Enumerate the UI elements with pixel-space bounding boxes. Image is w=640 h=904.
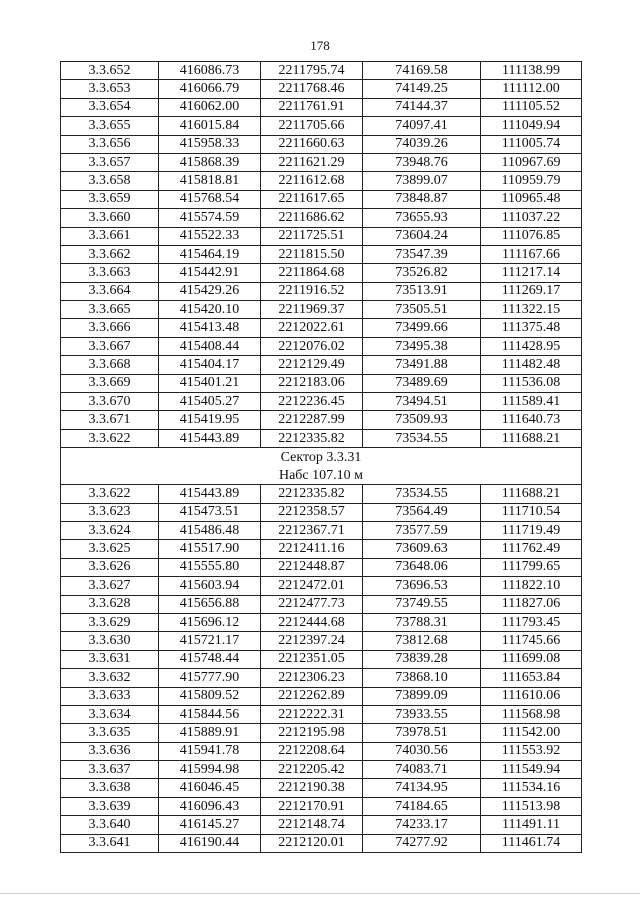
y-coordinate-cell: 2212205.42 — [261, 761, 363, 779]
x-coordinate-cell: 415721.17 — [159, 632, 261, 650]
local-y-cell: 111589.41 — [481, 393, 582, 411]
local-y-cell: 111167.66 — [481, 245, 582, 263]
table-row — [61, 264, 582, 282]
local-x-cell: 73848.87 — [363, 190, 481, 208]
local-x-cell: 73788.31 — [363, 613, 481, 631]
x-coordinate-cell: 415768.54 — [159, 190, 261, 208]
local-y-cell: 111428.95 — [481, 337, 582, 355]
point-id-cell: 3.3.661 — [61, 227, 159, 245]
local-y-cell: 111710.54 — [481, 503, 582, 521]
point-id-cell: 3.3.656 — [61, 135, 159, 153]
local-y-cell: 111037.22 — [481, 209, 582, 227]
y-coordinate-cell: 2212287.99 — [261, 411, 363, 429]
y-coordinate-cell: 2212170.91 — [261, 797, 363, 815]
x-coordinate-cell: 415555.80 — [159, 558, 261, 576]
local-x-cell: 73491.88 — [363, 356, 481, 374]
local-y-cell: 111762.49 — [481, 540, 582, 558]
point-id-cell: 3.3.633 — [61, 687, 159, 705]
local-y-cell: 111542.00 — [481, 724, 582, 742]
local-y-cell: 111640.73 — [481, 411, 582, 429]
table-row — [61, 374, 582, 392]
table-row — [61, 613, 582, 631]
local-x-cell: 73577.59 — [363, 521, 481, 539]
x-coordinate-cell: 415420.10 — [159, 301, 261, 319]
local-y-cell: 111719.49 — [481, 521, 582, 539]
y-coordinate-cell: 2212477.73 — [261, 595, 363, 613]
y-coordinate-cell: 2212367.71 — [261, 521, 363, 539]
point-id-cell: 3.3.631 — [61, 650, 159, 668]
x-coordinate-cell: 415401.21 — [159, 374, 261, 392]
table-row — [61, 80, 582, 98]
y-coordinate-cell: 2212411.16 — [261, 540, 363, 558]
point-id-cell: 3.3.671 — [61, 411, 159, 429]
local-y-cell: 111549.94 — [481, 761, 582, 779]
y-coordinate-cell: 2211621.29 — [261, 153, 363, 171]
local-x-cell: 73899.09 — [363, 687, 481, 705]
local-y-cell: 111688.21 — [481, 429, 582, 447]
local-y-cell: 111653.84 — [481, 669, 582, 687]
table-row — [61, 301, 582, 319]
point-id-cell: 3.3.625 — [61, 540, 159, 558]
local-x-cell: 73494.51 — [363, 393, 481, 411]
y-coordinate-cell: 2211795.74 — [261, 62, 363, 80]
y-coordinate-cell: 2211617.65 — [261, 190, 363, 208]
local-y-cell: 111568.98 — [481, 705, 582, 723]
y-coordinate-cell: 2212335.82 — [261, 485, 363, 503]
sector-title-row — [61, 448, 582, 467]
y-coordinate-cell: 2212190.38 — [261, 779, 363, 797]
x-coordinate-cell: 415442.91 — [159, 264, 261, 282]
point-id-cell: 3.3.635 — [61, 724, 159, 742]
y-coordinate-cell: 2212306.23 — [261, 669, 363, 687]
table-row — [61, 190, 582, 208]
local-y-cell: 111076.85 — [481, 227, 582, 245]
local-y-cell: 111375.48 — [481, 319, 582, 337]
x-coordinate-cell: 415603.94 — [159, 577, 261, 595]
local-x-cell: 74184.65 — [363, 797, 481, 815]
table-row — [61, 117, 582, 135]
local-x-cell: 73564.49 — [363, 503, 481, 521]
y-coordinate-cell: 2212120.01 — [261, 834, 363, 852]
x-coordinate-cell: 415844.56 — [159, 705, 261, 723]
table-body-before-sector — [61, 62, 582, 448]
table-row — [61, 393, 582, 411]
y-coordinate-cell: 2212472.01 — [261, 577, 363, 595]
local-y-cell: 111688.21 — [481, 485, 582, 503]
point-id-cell: 3.3.654 — [61, 98, 159, 116]
table-row — [61, 521, 582, 539]
y-coordinate-cell: 2212222.31 — [261, 705, 363, 723]
y-coordinate-cell: 2212262.89 — [261, 687, 363, 705]
sector-header-section — [61, 448, 582, 485]
local-x-cell: 74169.58 — [363, 62, 481, 80]
x-coordinate-cell: 415958.33 — [159, 135, 261, 153]
table-row — [61, 834, 582, 852]
local-y-cell: 111005.74 — [481, 135, 582, 153]
x-coordinate-cell: 415656.88 — [159, 595, 261, 613]
point-id-cell: 3.3.668 — [61, 356, 159, 374]
x-coordinate-cell: 416096.43 — [159, 797, 261, 815]
y-coordinate-cell: 2212129.49 — [261, 356, 363, 374]
local-y-cell: 111827.06 — [481, 595, 582, 613]
local-x-cell: 73489.69 — [363, 374, 481, 392]
local-x-cell: 73609.63 — [363, 540, 481, 558]
local-x-cell: 74277.92 — [363, 834, 481, 852]
y-coordinate-cell: 2212444.68 — [261, 613, 363, 631]
local-x-cell: 73749.55 — [363, 595, 481, 613]
local-y-cell: 111513.98 — [481, 797, 582, 815]
local-y-cell: 111553.92 — [481, 742, 582, 760]
x-coordinate-cell: 415413.48 — [159, 319, 261, 337]
y-coordinate-cell: 2212448.87 — [261, 558, 363, 576]
local-y-cell: 111461.74 — [481, 834, 582, 852]
local-x-cell: 74097.41 — [363, 117, 481, 135]
y-coordinate-cell: 2212022.61 — [261, 319, 363, 337]
y-coordinate-cell: 2211916.52 — [261, 282, 363, 300]
table-row — [61, 761, 582, 779]
y-coordinate-cell: 2212183.06 — [261, 374, 363, 392]
y-coordinate-cell: 2211686.62 — [261, 209, 363, 227]
local-x-cell: 73868.10 — [363, 669, 481, 687]
x-coordinate-cell: 415522.33 — [159, 227, 261, 245]
y-coordinate-cell: 2212076.02 — [261, 337, 363, 355]
local-x-cell: 73604.24 — [363, 227, 481, 245]
local-x-cell: 73499.66 — [363, 319, 481, 337]
table-row — [61, 779, 582, 797]
local-x-cell: 74144.37 — [363, 98, 481, 116]
local-x-cell: 74233.17 — [363, 816, 481, 834]
point-id-cell: 3.3.655 — [61, 117, 159, 135]
y-coordinate-cell: 2211612.68 — [261, 172, 363, 190]
x-coordinate-cell: 415748.44 — [159, 650, 261, 668]
local-y-cell: 111699.08 — [481, 650, 582, 668]
sector-height: Набс 107.10 м — [61, 466, 582, 485]
table-row — [61, 62, 582, 80]
point-id-cell: 3.3.626 — [61, 558, 159, 576]
point-id-cell: 3.3.669 — [61, 374, 159, 392]
x-coordinate-cell: 415429.26 — [159, 282, 261, 300]
local-x-cell: 73696.53 — [363, 577, 481, 595]
y-coordinate-cell: 2212351.05 — [261, 650, 363, 668]
local-x-cell: 73655.93 — [363, 209, 481, 227]
x-coordinate-cell: 416015.84 — [159, 117, 261, 135]
x-coordinate-cell: 415809.52 — [159, 687, 261, 705]
table-row — [61, 669, 582, 687]
local-y-cell: 111105.52 — [481, 98, 582, 116]
local-x-cell: 73526.82 — [363, 264, 481, 282]
local-x-cell: 74134.95 — [363, 779, 481, 797]
local-y-cell: 110967.69 — [481, 153, 582, 171]
table-row — [61, 485, 582, 503]
local-x-cell: 73948.76 — [363, 153, 481, 171]
local-x-cell: 73839.28 — [363, 650, 481, 668]
point-id-cell: 3.3.628 — [61, 595, 159, 613]
table-row — [61, 705, 582, 723]
table-row — [61, 742, 582, 760]
local-y-cell: 111138.99 — [481, 62, 582, 80]
point-id-cell: 3.3.623 — [61, 503, 159, 521]
table-row — [61, 724, 582, 742]
local-x-cell: 73978.51 — [363, 724, 481, 742]
point-id-cell: 3.3.662 — [61, 245, 159, 263]
point-id-cell: 3.3.640 — [61, 816, 159, 834]
point-id-cell: 3.3.638 — [61, 779, 159, 797]
x-coordinate-cell: 415464.19 — [159, 245, 261, 263]
y-coordinate-cell: 2212236.45 — [261, 393, 363, 411]
x-coordinate-cell: 415408.44 — [159, 337, 261, 355]
point-id-cell: 3.3.634 — [61, 705, 159, 723]
point-id-cell: 3.3.658 — [61, 172, 159, 190]
point-id-cell: 3.3.630 — [61, 632, 159, 650]
y-coordinate-cell: 2211768.46 — [261, 80, 363, 98]
x-coordinate-cell: 415419.95 — [159, 411, 261, 429]
local-y-cell: 111610.06 — [481, 687, 582, 705]
table-row — [61, 577, 582, 595]
y-coordinate-cell: 2211705.66 — [261, 117, 363, 135]
local-x-cell: 73495.38 — [363, 337, 481, 355]
x-coordinate-cell: 415574.59 — [159, 209, 261, 227]
table-row — [61, 98, 582, 116]
point-id-cell: 3.3.667 — [61, 337, 159, 355]
point-id-cell: 3.3.660 — [61, 209, 159, 227]
x-coordinate-cell: 415405.27 — [159, 393, 261, 411]
local-y-cell: 111482.48 — [481, 356, 582, 374]
table-row — [61, 337, 582, 355]
point-id-cell: 3.3.652 — [61, 62, 159, 80]
point-id-cell: 3.3.666 — [61, 319, 159, 337]
local-x-cell: 73812.68 — [363, 632, 481, 650]
y-coordinate-cell: 2212208.64 — [261, 742, 363, 760]
point-id-cell: 3.3.627 — [61, 577, 159, 595]
y-coordinate-cell: 2212397.24 — [261, 632, 363, 650]
x-coordinate-cell: 415777.90 — [159, 669, 261, 687]
table-row — [61, 245, 582, 263]
x-coordinate-cell: 415443.89 — [159, 429, 261, 447]
x-coordinate-cell: 415517.90 — [159, 540, 261, 558]
table-row — [61, 503, 582, 521]
local-x-cell: 74149.25 — [363, 80, 481, 98]
y-coordinate-cell: 2212195.98 — [261, 724, 363, 742]
point-id-cell: 3.3.629 — [61, 613, 159, 631]
y-coordinate-cell: 2212335.82 — [261, 429, 363, 447]
table-row — [61, 650, 582, 668]
point-id-cell: 3.3.653 — [61, 80, 159, 98]
local-y-cell: 110959.79 — [481, 172, 582, 190]
page-number: 178 — [310, 38, 330, 53]
point-id-cell: 3.3.622 — [61, 485, 159, 503]
point-id-cell: 3.3.670 — [61, 393, 159, 411]
x-coordinate-cell: 415443.89 — [159, 485, 261, 503]
y-coordinate-cell: 2211864.68 — [261, 264, 363, 282]
point-id-cell: 3.3.632 — [61, 669, 159, 687]
x-coordinate-cell: 416062.00 — [159, 98, 261, 116]
local-y-cell: 110965.48 — [481, 190, 582, 208]
table-row — [61, 797, 582, 815]
local-y-cell: 111793.45 — [481, 613, 582, 631]
x-coordinate-cell: 415696.12 — [159, 613, 261, 631]
local-x-cell: 74030.56 — [363, 742, 481, 760]
page-bottom-edge — [0, 893, 640, 894]
table-row — [61, 632, 582, 650]
point-id-cell: 3.3.636 — [61, 742, 159, 760]
point-id-cell: 3.3.657 — [61, 153, 159, 171]
table-body-after-sector — [61, 485, 582, 853]
local-y-cell: 111491.11 — [481, 816, 582, 834]
table-row — [61, 209, 582, 227]
table-row — [61, 135, 582, 153]
local-y-cell: 111112.00 — [481, 80, 582, 98]
local-y-cell: 111322.15 — [481, 301, 582, 319]
local-x-cell: 73534.55 — [363, 429, 481, 447]
coordinates-table — [60, 61, 582, 853]
table-row — [61, 282, 582, 300]
point-id-cell: 3.3.659 — [61, 190, 159, 208]
point-id-cell: 3.3.641 — [61, 834, 159, 852]
point-id-cell: 3.3.624 — [61, 521, 159, 539]
local-x-cell: 73933.55 — [363, 705, 481, 723]
x-coordinate-cell: 415486.48 — [159, 521, 261, 539]
x-coordinate-cell: 415889.91 — [159, 724, 261, 742]
table-row — [61, 319, 582, 337]
local-y-cell: 111269.17 — [481, 282, 582, 300]
point-id-cell: 3.3.663 — [61, 264, 159, 282]
local-x-cell: 74083.71 — [363, 761, 481, 779]
local-y-cell: 111534.16 — [481, 779, 582, 797]
table-row — [61, 411, 582, 429]
y-coordinate-cell: 2212358.57 — [261, 503, 363, 521]
local-y-cell: 111049.94 — [481, 117, 582, 135]
table-row — [61, 429, 582, 447]
local-y-cell: 111536.08 — [481, 374, 582, 392]
local-x-cell: 73534.55 — [363, 485, 481, 503]
table-row — [61, 172, 582, 190]
table-row — [61, 227, 582, 245]
local-x-cell: 73547.39 — [363, 245, 481, 263]
y-coordinate-cell: 2211815.50 — [261, 245, 363, 263]
local-y-cell: 111822.10 — [481, 577, 582, 595]
local-y-cell: 111799.65 — [481, 558, 582, 576]
local-x-cell: 73899.07 — [363, 172, 481, 190]
y-coordinate-cell: 2211761.91 — [261, 98, 363, 116]
y-coordinate-cell: 2211660.63 — [261, 135, 363, 153]
sector-height-row — [61, 466, 582, 485]
local-y-cell: 111745.66 — [481, 632, 582, 650]
x-coordinate-cell: 416145.27 — [159, 816, 261, 834]
table-row — [61, 595, 582, 613]
x-coordinate-cell: 416046.45 — [159, 779, 261, 797]
x-coordinate-cell: 416190.44 — [159, 834, 261, 852]
local-x-cell: 73505.51 — [363, 301, 481, 319]
x-coordinate-cell: 415941.78 — [159, 742, 261, 760]
point-id-cell: 3.3.664 — [61, 282, 159, 300]
table-row — [61, 687, 582, 705]
local-y-cell: 111217.14 — [481, 264, 582, 282]
local-x-cell: 73509.93 — [363, 411, 481, 429]
table-row — [61, 153, 582, 171]
x-coordinate-cell: 415404.17 — [159, 356, 261, 374]
x-coordinate-cell: 415868.39 — [159, 153, 261, 171]
x-coordinate-cell: 416086.73 — [159, 62, 261, 80]
table-row — [61, 816, 582, 834]
local-x-cell: 73513.91 — [363, 282, 481, 300]
x-coordinate-cell: 416066.79 — [159, 80, 261, 98]
x-coordinate-cell: 415818.81 — [159, 172, 261, 190]
y-coordinate-cell: 2211725.51 — [261, 227, 363, 245]
x-coordinate-cell: 415473.51 — [159, 503, 261, 521]
table-row — [61, 356, 582, 374]
local-x-cell: 74039.26 — [363, 135, 481, 153]
point-id-cell: 3.3.665 — [61, 301, 159, 319]
sector-title: Сектор 3.3.31 — [61, 448, 582, 467]
point-id-cell: 3.3.637 — [61, 761, 159, 779]
point-id-cell: 3.3.622 — [61, 429, 159, 447]
y-coordinate-cell: 2212148.74 — [261, 816, 363, 834]
table-row — [61, 540, 582, 558]
local-x-cell: 73648.06 — [363, 558, 481, 576]
point-id-cell: 3.3.639 — [61, 797, 159, 815]
table-row — [61, 558, 582, 576]
y-coordinate-cell: 2211969.37 — [261, 301, 363, 319]
x-coordinate-cell: 415994.98 — [159, 761, 261, 779]
